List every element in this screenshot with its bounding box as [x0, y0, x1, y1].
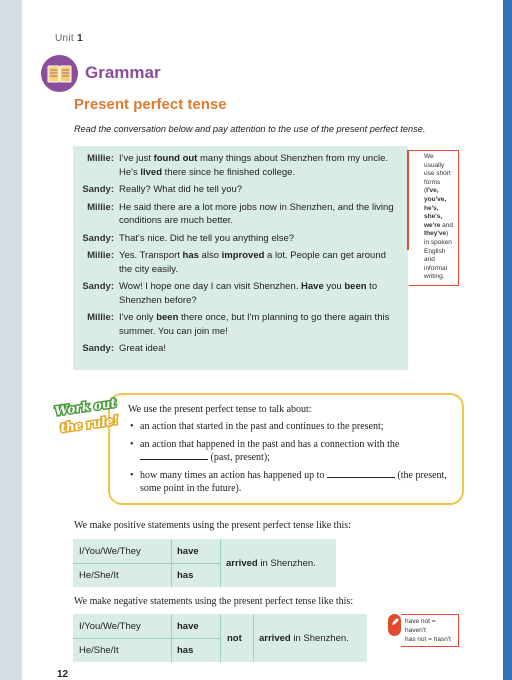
conversation-line [73, 311, 408, 338]
speaker-name: Millie: [87, 312, 114, 323]
table-cell: I/You/We/They [79, 545, 141, 557]
utterance: Great idea! [119, 343, 166, 354]
page-number: 12 [57, 669, 69, 680]
conversation-line [73, 183, 408, 197]
badge-line-1: Work out [53, 395, 117, 419]
negative-table [73, 614, 367, 662]
table-cell: has [177, 569, 194, 581]
speaker-name: Sandy: [82, 281, 114, 292]
conversation-line [73, 280, 408, 307]
conversation-line [73, 201, 408, 228]
table-cell: arrived in Shenzhen. [259, 632, 349, 644]
utterance: He said there are a lot more jobs now in Shenzhen, and the living conditions are much better. [119, 201, 394, 226]
section-title: Grammar [85, 63, 161, 82]
answer-blank-2[interactable] [327, 469, 395, 478]
utterance: Really? What did he tell you? [119, 184, 243, 195]
table-cell: not [227, 632, 242, 644]
speaker-name: Millie: [87, 250, 114, 261]
badge-line-2: the rule! [59, 413, 120, 436]
rule-2: • an action that happened in the past and has a connection with the (past, present); [130, 438, 455, 465]
page-edge [503, 0, 512, 680]
answer-blank-1[interactable] [140, 451, 208, 460]
rule-3: • how many times an action has happened up to (the present, some point in the future). [130, 469, 455, 496]
work-out-the-rule-badge [52, 395, 120, 437]
speaker-name: Sandy: [82, 343, 114, 354]
positive-statement: We make positive statements using the present perfect tense like this: [74, 520, 351, 531]
note-line-1: have not = haven't [405, 618, 436, 634]
pencil-icon [391, 618, 399, 626]
usage-note: We usually use short forms (I've, you've, he's, she's, we're and they've) in spoken English and informal writing. [409, 150, 459, 286]
conversation-panel [73, 146, 408, 370]
note-marker-2 [388, 614, 401, 636]
notebook-icon [41, 55, 78, 92]
conversation-line [73, 342, 408, 356]
negative-statement: We make negative statements using the present perfect tense like this: [74, 596, 354, 607]
utterance: I've only been there once, but I'm planning to go there again this summer. You can join me! [119, 312, 390, 337]
table-cell: He/She/It [79, 569, 119, 581]
utterance: Wow! I hope one day I can visit Shenzhen. Have you been to Shenzhen before? [119, 281, 378, 306]
speaker-name: Millie: [87, 153, 114, 164]
rule-list [130, 420, 455, 500]
instruction-text: Read the conversation below and pay attention to the use of the present perfect tense. [74, 124, 426, 134]
speaker-name: Sandy: [82, 232, 114, 244]
table-cell: has [177, 644, 194, 656]
conversation-line [73, 232, 408, 246]
table-cell: have [177, 620, 199, 632]
conversation-line [73, 249, 408, 276]
contraction-note [401, 614, 459, 647]
table-cell: have [177, 545, 199, 557]
positive-table [73, 539, 336, 587]
speaker-name: Sandy: [82, 184, 114, 195]
speaker-name: Millie: [87, 201, 114, 213]
table-cell: arrived in Shenzhen. [226, 557, 316, 569]
table-cell: He/She/It [79, 644, 119, 656]
utterance: Yes. Transport has also improved a lot. People can get around the city easily. [119, 250, 386, 275]
note-line-2: has not = hasn't [405, 636, 451, 643]
utterance: That's nice. Did he tell you anything else? [119, 232, 295, 244]
table-cell: I/You/We/They [79, 620, 141, 632]
unit-label: Unit 1 [55, 33, 83, 44]
utterance: I've just found out many things about Shenzhen from my uncle. He's lived there since he finished college. [119, 153, 388, 178]
rule-1: • an action that started in the past and continues to the present; [130, 420, 455, 434]
page-subtitle: Present perfect tense [74, 96, 227, 113]
rule-intro: We use the present perfect tense to talk about: [128, 404, 312, 415]
conversation-line [73, 152, 408, 179]
